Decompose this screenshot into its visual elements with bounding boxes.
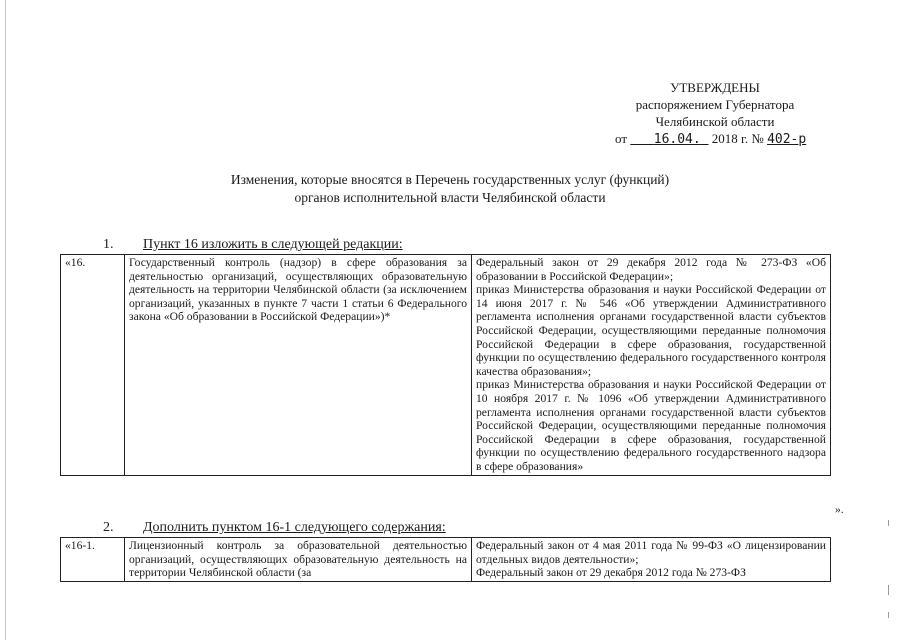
scan-mark bbox=[888, 585, 889, 595]
approval-date bbox=[630, 132, 708, 147]
item-2-number: 2. bbox=[103, 520, 114, 535]
item-2-text: Дополнить пунктом 16-1 следующего содержания: bbox=[143, 520, 446, 535]
row-code: «16-1. bbox=[61, 538, 125, 582]
scan-mark bbox=[888, 612, 889, 618]
document-title-line-1: Изменения, которые вносятся в Перечень государственных услуг (функций) bbox=[230, 172, 670, 187]
row-basis bbox=[472, 255, 831, 476]
approval-stamp bbox=[595, 79, 835, 148]
row-basis bbox=[472, 538, 831, 582]
scan-mark bbox=[888, 520, 889, 526]
approval-region: Челябинской области bbox=[655, 114, 775, 129]
approval-date-value: 16.04. bbox=[653, 132, 701, 147]
approval-number: 402-р bbox=[767, 132, 807, 147]
item-1-number: 1. bbox=[103, 237, 114, 252]
document-title-line-2: органов исполнительной власти Челябинской области bbox=[294, 190, 606, 205]
row-code: «16. bbox=[61, 255, 125, 476]
date-middle: 2018 г. № bbox=[711, 131, 764, 146]
document-title bbox=[190, 171, 710, 207]
item-2-table bbox=[60, 537, 831, 582]
basis-item: приказ Министерства образования и науки Российской Федерации от 10 ноября 2017 г. № 1096 «Об утверждении Административного регламента исполнения органами государственной власти субъектов Российской Федерации, осуществляющими переданные полномочия Российской Федерации в сфере образования, государственной функции по осуществлению федерального государственного надзора в сфере образования» bbox=[476, 378, 826, 473]
table-row bbox=[61, 538, 831, 582]
item-1-heading bbox=[103, 237, 403, 253]
basis-item: Федеральный закон от 4 мая 2011 года № 99-ФЗ «О лицензировании отдельных видов деятельности»; bbox=[476, 539, 826, 566]
item-2-heading bbox=[103, 520, 446, 536]
basis-item: Федеральный закон от 29 декабря 2012 года № 273-ФЗ «Об образовании в Российской Федерации»; bbox=[476, 256, 826, 283]
table-row bbox=[61, 255, 831, 476]
approval-heading: УТВЕРЖДЕНЫ bbox=[670, 80, 760, 95]
item-1-text: Пункт 16 изложить в следующей редакции: bbox=[143, 237, 403, 252]
item-1-table bbox=[60, 254, 831, 476]
row-name: Государственный контроль (надзор) в сфере образования за деятельностью организаций, осуществляющих образовательную деятельность на территории Челябинской области (за исключением организаций, указанных в пункте 7 части 1 статьи 6 Федерального закона «Об образовании в Российской Федерации»)* bbox=[125, 255, 472, 476]
date-prefix: от bbox=[615, 131, 628, 146]
basis-item: Федеральный закон от 29 декабря 2012 года № 273-ФЗ bbox=[476, 566, 746, 580]
closing-quote: ». bbox=[835, 503, 844, 516]
approval-date-line bbox=[595, 130, 835, 148]
row-name: Лицензионный контроль за образовательной деятельностью организаций, осуществляющих образовательную деятельность на территории Челябинской области (за bbox=[125, 538, 472, 582]
page-left-edge bbox=[5, 0, 6, 640]
basis-item: приказ Министерства образования и науки Российской Федерации от 14 июня 2017 г. № 546 «Об утверждении Административного регламента исполнения органами государственной власти субъектов Российской Федерации, осуществляющими переданные полномочия Российской Федерации в сфере образования, государственной функции по осуществлению федерального государственного контроля качества образования»; bbox=[476, 283, 826, 378]
approval-authority: распоряжением Губернатора bbox=[635, 97, 795, 112]
